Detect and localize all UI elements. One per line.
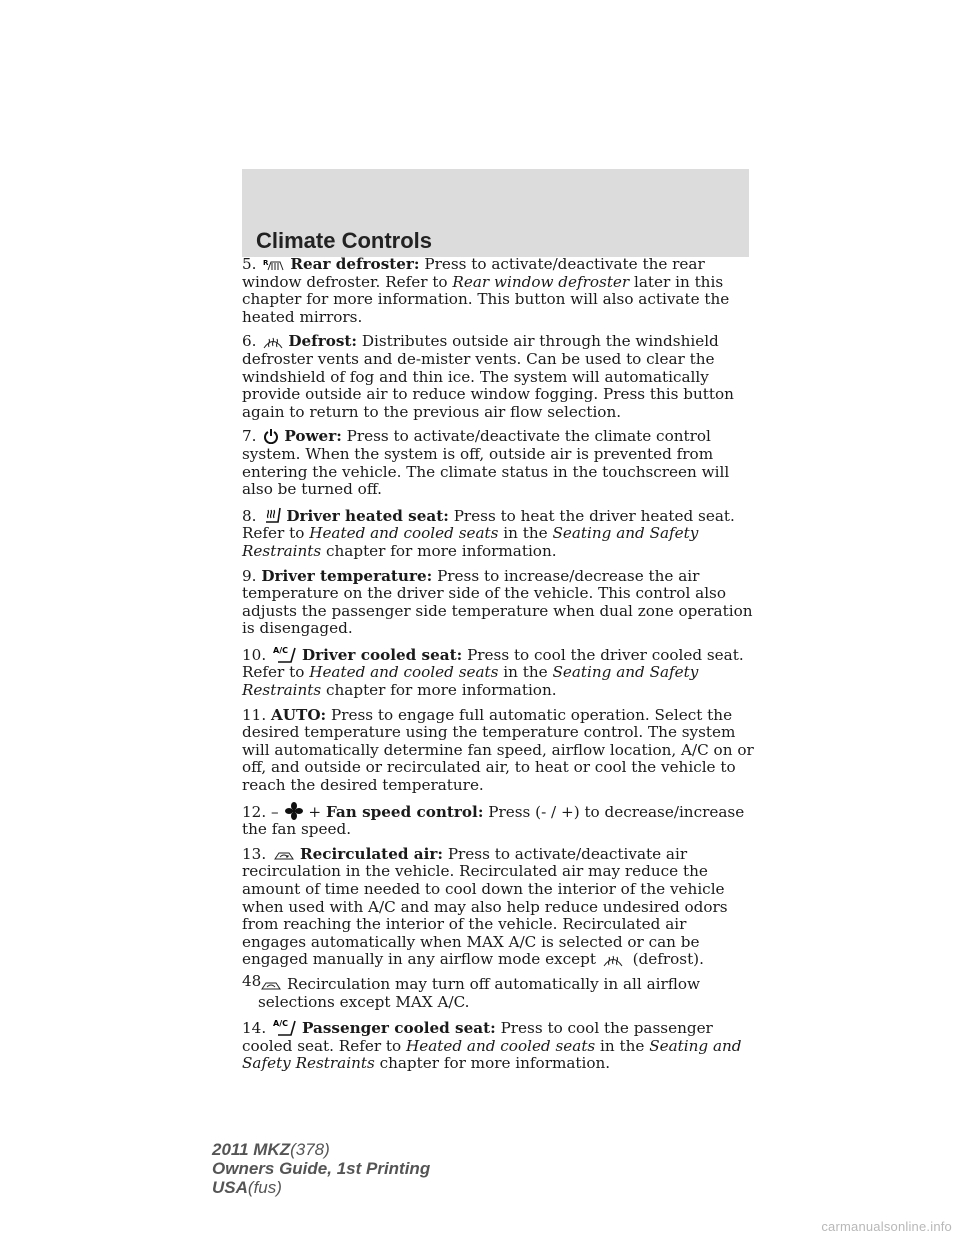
item-label: Defrost: bbox=[288, 332, 357, 351]
power-icon bbox=[263, 428, 279, 444]
item-text: Press to cool the driver cooled seat. Refer to bbox=[242, 645, 744, 682]
item-label: Driver temperature: bbox=[261, 566, 433, 585]
item-text: in the bbox=[498, 663, 553, 682]
footer-model bbox=[212, 1140, 430, 1159]
cross-reference: Heated and cooled seats bbox=[309, 524, 499, 543]
footer-guide: Owners Guide, 1st Printing bbox=[212, 1159, 431, 1178]
item-number: 12. bbox=[242, 802, 267, 821]
footer bbox=[212, 1140, 430, 1197]
item-number: 5. bbox=[242, 255, 257, 273]
item-text: in the bbox=[498, 524, 553, 543]
item-text: Press to increase/decrease the air temperature on the driver side of the vehicle. This control also adjusts the passenger side temperature when dual zone operation is disengaged. bbox=[242, 566, 753, 638]
svg-text:A/C: A/C bbox=[272, 645, 288, 655]
footer-model-name: 2011 MKZ bbox=[212, 1140, 291, 1159]
item-text: Press to activate/deactivate the climate control system. When the system is off, outside air is prevented from entering the vehicle. The climate status in the touchscreen will also be turned off. bbox=[242, 427, 730, 499]
item-text: (defrost). bbox=[627, 950, 704, 969]
chapter-reference: Seating and Safety Restraints bbox=[242, 524, 699, 560]
cross-reference: Rear window defroster bbox=[452, 272, 630, 291]
item-recirculated-air bbox=[242, 846, 754, 969]
item-number: 11. bbox=[242, 705, 267, 724]
item-number: 13. bbox=[242, 844, 267, 863]
note-text: Recirculation may turn off automatically in all airflow selections except MAX A/C. bbox=[258, 974, 701, 1011]
footer-market bbox=[212, 1178, 430, 1197]
item-number: 8. bbox=[242, 506, 257, 525]
item-text: Press to activate/deactivate the rear window defroster. Refer to bbox=[242, 255, 705, 291]
chapter-reference: Seating and Safety Restraints bbox=[242, 663, 699, 700]
recirculation-icon bbox=[260, 980, 282, 992]
item-text: chapter for more information. bbox=[321, 681, 557, 700]
item-label: Rear defroster: bbox=[290, 255, 420, 273]
item-number: 6. bbox=[242, 332, 257, 351]
watermark: carmanualsonline.info bbox=[821, 1219, 952, 1234]
page-content bbox=[242, 256, 754, 1080]
item-text: Press to heat the driver heated seat. Refer to bbox=[242, 506, 735, 543]
cooled-seat-icon bbox=[273, 645, 297, 663]
item-label: AUTO: bbox=[270, 705, 327, 724]
item-number: 10. bbox=[242, 645, 267, 664]
svg-text:R: R bbox=[263, 259, 269, 267]
item-power bbox=[242, 428, 754, 498]
plus-symbol: + bbox=[308, 802, 322, 821]
recirculation-icon bbox=[273, 850, 295, 862]
item-text: Press (- / +) to decrease/increase the fan speed. bbox=[242, 802, 745, 839]
fan-icon bbox=[285, 802, 303, 820]
item-driver-temperature bbox=[242, 568, 754, 638]
chapter-reference: Seating and Safety Restraints bbox=[242, 1036, 742, 1073]
svg-text:A/C: A/C bbox=[272, 1019, 288, 1029]
item-rear-defroster bbox=[242, 256, 754, 326]
item-text: chapter for more information. bbox=[374, 1054, 611, 1073]
item-auto bbox=[242, 707, 754, 795]
item-driver-cooled-seat bbox=[242, 645, 754, 700]
item-label: Driver heated seat: bbox=[286, 506, 449, 525]
item-text: Press to cool the passenger cooled seat. Refer to bbox=[242, 1019, 713, 1055]
heated-seat-icon bbox=[263, 506, 281, 524]
defrost-icon bbox=[263, 334, 283, 349]
cross-reference: Heated and cooled seats bbox=[405, 1036, 596, 1055]
item-text: chapter for more information. bbox=[321, 541, 557, 560]
cross-reference: Heated and cooled seats bbox=[309, 663, 499, 682]
minus-symbol: – bbox=[270, 802, 279, 821]
recirculation-note bbox=[242, 976, 754, 1011]
footer-market-name: USA bbox=[212, 1178, 248, 1197]
item-text: Press to engage full automatic operation. Select the desired temperature using the temperature control. The system will automatically determine fan speed, airflow location, A/C on or off, and outside or recirculated air, to heat or cool the vehicle to reach the desired temperature. bbox=[242, 705, 754, 795]
item-passenger-cooled-seat bbox=[242, 1018, 754, 1073]
item-label: Recirculated air: bbox=[299, 844, 443, 863]
item-number: 7. bbox=[242, 427, 257, 446]
item-label: Passenger cooled seat: bbox=[301, 1019, 496, 1038]
defrost-icon bbox=[603, 952, 623, 967]
item-label: Driver cooled seat: bbox=[301, 645, 463, 664]
section-title: Climate Controls bbox=[256, 228, 433, 253]
item-fan-speed bbox=[242, 802, 754, 839]
item-number: 14. bbox=[242, 1019, 267, 1038]
page-number: 48 bbox=[242, 972, 262, 990]
item-text: later in this chapter for more information. This button will also activate the heated mirrors. bbox=[242, 272, 730, 326]
cooled-seat-icon bbox=[273, 1018, 297, 1036]
item-label: Fan speed control: bbox=[325, 802, 484, 821]
item-text: Distributes outside air through the windshield defroster vents and de-mister vents. Can be used to clear the windshield of fog and thin ice. The system will automatically provide outside air to reduce window fogging. Press this button again to return to the previous air flow selection. bbox=[242, 332, 734, 421]
footer-market-code: (fus) bbox=[247, 1178, 282, 1197]
item-defrost bbox=[242, 333, 754, 421]
item-number: 9. bbox=[242, 566, 257, 585]
item-text: Press to activate/deactivate air recirculation in the vehicle. Recirculated air may reduce the amount of time needed to cool down the interior of the vehicle when used with A/C and may also help reduce undesired odors from reaching the interior of the vehicle. Recirculated air engages automatically when MAX A/C is selected or can be engaged manually in any airflow mode except bbox=[242, 844, 728, 969]
footer-model-code: (378) bbox=[290, 1140, 330, 1159]
item-label: Power: bbox=[284, 427, 342, 446]
rear-defroster-icon bbox=[263, 258, 285, 272]
item-driver-heated-seat bbox=[242, 506, 754, 561]
item-text: in the bbox=[595, 1036, 650, 1055]
